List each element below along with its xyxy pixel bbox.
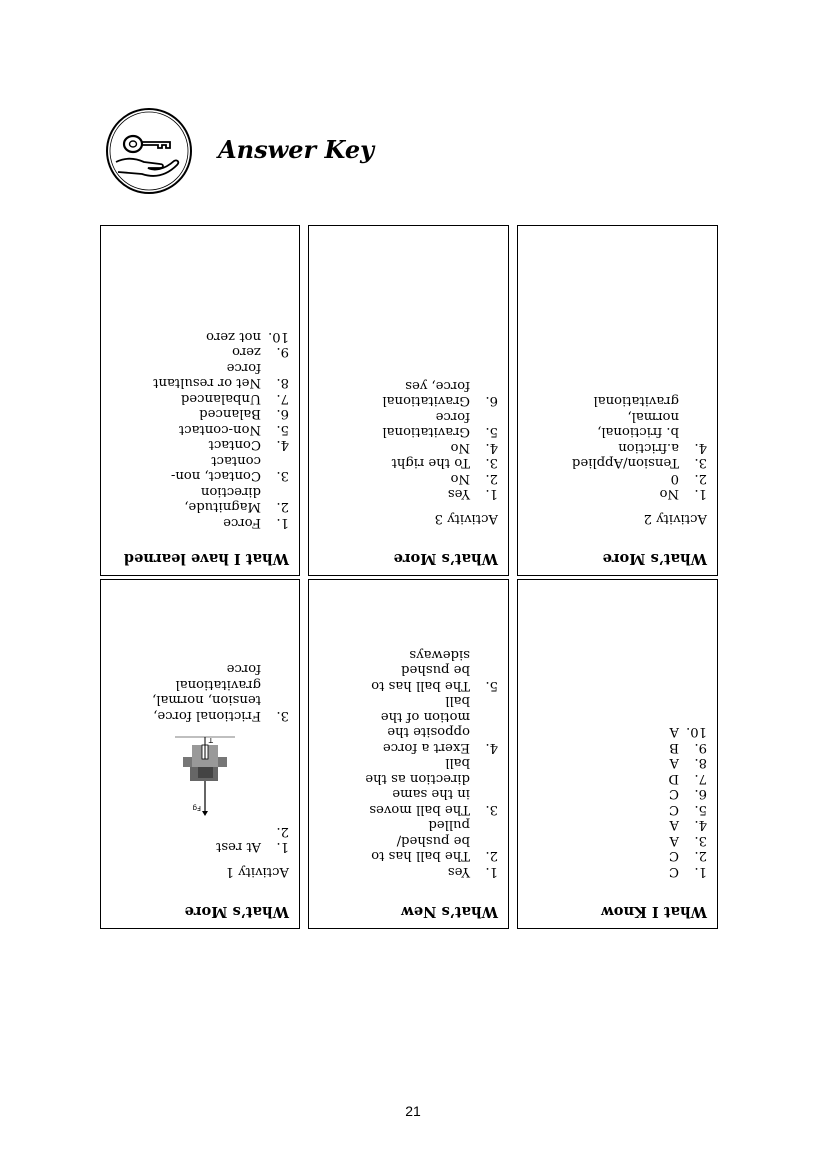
rotated-content [309,580,508,928]
answer-list [527,393,707,502]
answer-box-whats-more-activity-2 [517,225,718,576]
rotated-content [518,580,717,928]
list-item: 10. not zero [206,329,289,344]
list-item: 5. C [668,802,707,817]
list-item: 5. Non-contact [178,422,289,437]
answer-box-what-i-know [517,579,718,929]
box-heading: What I have learned [123,550,289,567]
list-item: 3. The ball moves in the same direction as the ball [365,755,498,817]
rotated-content [101,580,299,928]
list-item: 8. A [669,755,707,771]
box-heading: What’s More [184,903,289,920]
list-item: 3. Tension/Applied [571,455,707,471]
list-item: 3. Frictional force, tension, normal, gravitational force [152,661,289,723]
list-item: 3. To the right [391,455,498,471]
answer-list [318,378,498,502]
answer-box-whats-new [308,579,509,929]
list-item: 6. Balanced [199,406,289,422]
answer-box-whats-more-activity-1 [100,579,300,929]
list-item: 10. A [669,724,707,740]
list-item: 6. C [668,786,707,802]
force-diagram [165,736,245,818]
list-item: 4. No [450,440,498,455]
answer-box-what-i-have-learned [100,225,300,576]
force-label-fg: Fg [192,804,201,813]
box-heading: What’s New [401,903,498,920]
list-item: 5. Gravitational force [382,409,498,440]
page-number: 21 [405,1103,421,1119]
list-item: 5. The ball has to be pushed sideways [371,647,498,693]
list-item: 6. Gravitational force, yes [382,378,498,409]
list-item: 1. At rest [216,839,289,855]
list-item: 1. Yes [447,486,498,502]
answer-list [318,647,498,880]
list-item: 1. No [659,486,707,502]
answer-list-continued [110,661,289,723]
list-item: 7. D [668,771,707,786]
list-item: 2. [276,824,289,839]
block-inner [198,768,213,779]
list-item: 4. Exert a force opposite the motion of the ball [380,693,498,755]
answer-list [110,824,289,855]
list-item: 3. A [669,833,707,848]
box-heading: What’s More [602,550,707,567]
list-item: 2. The ball has to be pushed/ pulled [371,817,498,864]
box-heading: What’s More [393,550,498,567]
key-hand-logo-icon [104,106,194,196]
activity-label: Activity 1 [225,864,289,879]
list-item: 7. Unbalanced [180,391,289,406]
activity-label: Activity 3 [434,511,498,526]
list-item: 4. Contact [208,437,289,453]
answer-list [110,329,289,531]
list-item: 9. zero [232,344,289,360]
list-item: 1. Force [223,515,289,530]
rotated-content [518,226,717,575]
list-item: 2. C [668,848,707,864]
answer-list [527,724,707,879]
rotated-content [101,226,299,575]
list-item: 2. No [450,471,498,486]
list-item: 4. A [669,817,707,833]
list-item: 8. Net or resultant force [153,360,289,391]
arrow-up-head [202,812,208,817]
force-label-t: T [208,736,213,745]
box-heading: What I Know [601,903,707,920]
list-item: 4. a.friction b. frictional, normal, gravitational [593,393,707,455]
list-item: 2. 0 [670,471,707,486]
list-item: 3. Contact, non- contact [170,453,289,484]
list-item: 2. Magnitude, direction [184,484,289,515]
list-item: 1. C [668,864,707,879]
activity-label: Activity 2 [643,511,707,526]
answer-box-whats-more-activity-3 [308,225,509,576]
list-item: 9. B [669,740,707,755]
list-item: 1. Yes [447,864,498,879]
rotated-content [309,226,508,575]
page-title: Answer Key [218,135,375,164]
